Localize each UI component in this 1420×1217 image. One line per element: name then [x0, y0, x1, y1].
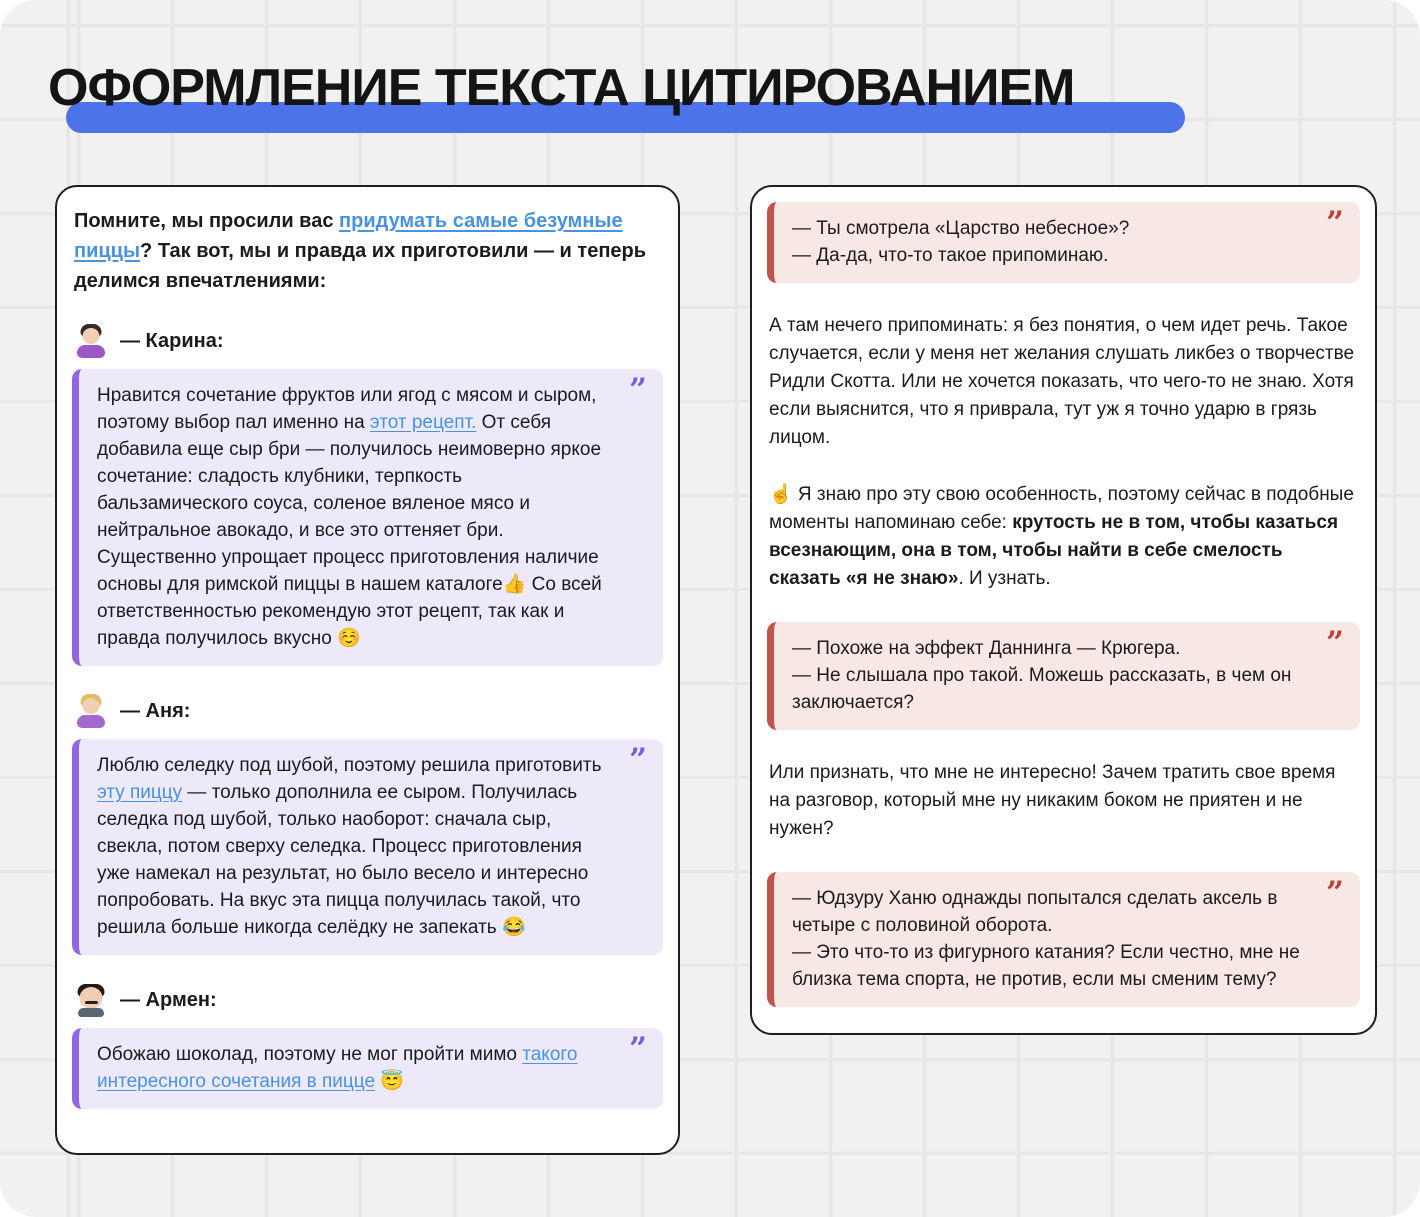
man-mustache-emoji [74, 982, 108, 1018]
text-segment: ? Так вот, мы и правда их приготовили — и теперь делимся впечатлениями: [74, 240, 647, 292]
dialogue-line: — Похоже на эффект Даннинга — Крюгера. [792, 638, 1181, 659]
text-segment: Нравится сочетание фруктов или ягод с мясом и сыром, поэтому выбор пал именно на [97, 385, 597, 433]
avatar-head [83, 328, 100, 344]
inline-link[interactable]: такого интересного сочетания в пицце [97, 1044, 578, 1092]
avatar-head [83, 698, 100, 714]
text-segment: Помните, мы просили вас [74, 210, 340, 232]
author-name: — Карина: [120, 329, 224, 352]
review-section [72, 323, 663, 666]
pizza-reviews-card [55, 185, 680, 1155]
avatar-body [78, 1008, 104, 1017]
text-segment: От себя добавила еще сыр бри — получилось неимоверно яркое сочетание: сладость клубники, терпкость бальзамического соуса, соленое вяленое мясо и нейтральное авокадо, и все это оттеняет бри. Существенно упрощает процесс приготовления наличие основы для римской пиццы в нашем каталоге👍 Со всей ответственностью рекомендую этот рецепт, так как и правда получилось вкусно ☺️ [97, 412, 602, 649]
review-section [72, 693, 663, 955]
text-segment: 😇 [375, 1071, 404, 1092]
inline-link[interactable]: эту пиццу [97, 782, 183, 803]
purple-quote-block [72, 1028, 663, 1109]
quote-mark-icon: ” [1326, 205, 1344, 241]
quote-mark-icon: ” [629, 742, 647, 778]
dialogue-examples-card [750, 185, 1377, 1035]
dialogue-line: — Не слышала про такой. Можешь рассказать, в чем он заключается? [792, 665, 1292, 713]
text-segment: ☝️ Я знаю про эту свою особенность, поэтому сейчас в подобные моменты напоминаю себе: [769, 484, 1354, 533]
pink-quote-block [767, 622, 1360, 730]
quote-text [792, 215, 1308, 269]
purple-quote-block [72, 739, 663, 955]
text-segment: Обожаю шоколад, поэтому не мог пройти мимо [97, 1044, 523, 1065]
body-paragraph [769, 759, 1358, 843]
dialogue-line: — Юдзуру Ханю однажды попытался сделать аксель в четыре с половиной оборота. [792, 888, 1278, 936]
quote-text [792, 885, 1308, 993]
inline-link[interactable]: придумать самые безумные пиццы [74, 210, 623, 262]
text-segment: . И узнать. [958, 568, 1051, 589]
author-name: — Армен: [120, 988, 217, 1011]
text-segment: А там нечего припоминать: я без понятия, о чем идет речь. Такое случается, если у меня нет желания слушать ликбез о творчестве Ридли Скотта. Или не хочется показать, что чего-то не знаю. Хотя если выяснится, что я приврала, тут уж я точно ударю в грязь лицом. [769, 315, 1355, 448]
avatar-body [77, 715, 105, 728]
author-row [74, 693, 661, 729]
woman-dark-hair-emoji [74, 323, 108, 359]
text-segment: Или признать, что мне не интересно! Зачем тратить свое время на разговор, который мне ну никаким боком не приятен и не нужен? [769, 762, 1336, 839]
dialogue-blocks [767, 202, 1360, 1007]
text-segment: — только дополнила ее сыром. Получилась селедка под шубой, только наоборот: сначала сыр, свекла, потом сверху селедка. Процесс приготовления уже намекал на результат, но было весело и интересно попробовать. На вкус эта пицца получилась такой, что решила больше никогда селёдку не запекать 😂 [97, 782, 589, 938]
review-section [72, 982, 663, 1109]
dialogue-line: — Это что-то из фигурного катания? Если честно, мне не близка тема спорта, не против, если мы сменим тему? [792, 942, 1300, 990]
page-header [48, 58, 1074, 118]
quote-text [97, 755, 601, 938]
pink-quote-block [767, 872, 1360, 1007]
bold-text-segment: крутость не в том, чтобы казаться всезнающим, она в том, чтобы найти в себе смелость сказать «я не знаю» [769, 512, 1339, 589]
body-paragraph [769, 481, 1358, 593]
body-paragraph [769, 312, 1358, 452]
dialogue-line: — Ты смотрела «Царство небесное»? [792, 218, 1130, 239]
pink-quote-block [767, 202, 1360, 283]
woman-blonde-hair-emoji [74, 693, 108, 729]
purple-quote-block [72, 369, 663, 666]
text-segment: Люблю селедку под шубой, поэтому решила приготовить [97, 755, 602, 776]
quote-text [97, 385, 602, 649]
intro-paragraph [74, 206, 661, 296]
author-row [74, 982, 661, 1018]
dialogue-line: — Да-да, что-то такое припоминаю. [792, 245, 1109, 266]
quote-mark-icon: ” [629, 1031, 647, 1067]
review-sections [72, 323, 663, 1109]
inline-link[interactable]: этот рецепт. [369, 412, 477, 433]
author-name: — Аня: [120, 699, 191, 722]
quote-text [792, 635, 1308, 716]
quote-mark-icon: ” [1326, 875, 1344, 911]
page-title: ОФОРМЛЕНИЕ ТЕКСТА ЦИТИРОВАНИЕМ [48, 59, 1075, 117]
author-row [74, 323, 661, 359]
avatar-head [80, 987, 103, 1009]
quote-text [97, 1044, 577, 1092]
quote-mark-icon: ” [1326, 625, 1344, 661]
avatar-body [77, 345, 105, 358]
quote-mark-icon: ” [629, 372, 647, 408]
